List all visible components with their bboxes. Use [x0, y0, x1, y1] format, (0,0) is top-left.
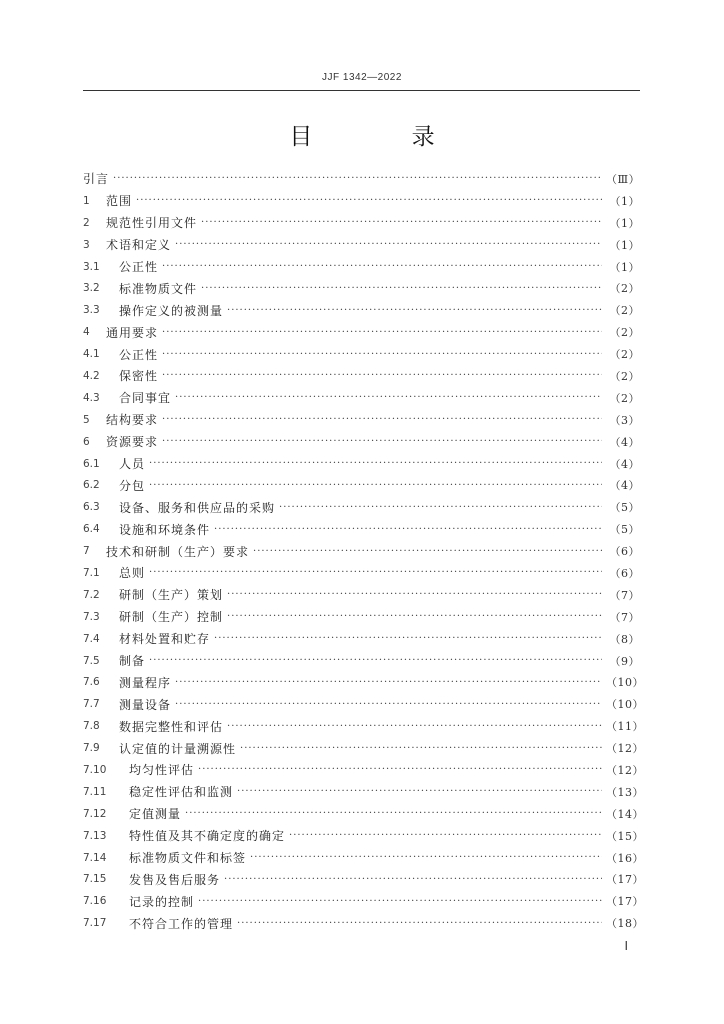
- toc-leader-dots: [253, 546, 602, 557]
- toc-entry-page: （2）: [609, 391, 640, 405]
- toc-entry[interactable]: [83, 496, 640, 518]
- toc-entry-page: （5）: [609, 501, 640, 515]
- toc-entry-number: 4.2: [83, 369, 100, 382]
- toc-leader-dots: [198, 896, 602, 907]
- toc-entry[interactable]: [83, 890, 644, 912]
- toc-entry-label: 总则: [119, 566, 146, 581]
- toc-entry-label: 发售及售后服务: [129, 872, 221, 887]
- toc-entry-page: （12）: [606, 763, 644, 777]
- toc-entry[interactable]: [83, 737, 644, 759]
- toc-entry-number: 7.10: [83, 763, 107, 776]
- toc-entry-number: 6.3: [83, 501, 100, 514]
- toc-entry[interactable]: [83, 387, 640, 409]
- toc-entry-number: 7.13: [83, 829, 107, 842]
- toc-entry-label: 技术和研制（生产）要求: [106, 544, 250, 559]
- toc-entry-page: （Ⅲ）: [606, 172, 641, 186]
- toc-leader-dots: [185, 808, 602, 819]
- toc-entry-number: 1: [83, 194, 90, 207]
- toc-entry-label: 材料处置和贮存: [119, 632, 211, 647]
- toc-leader-dots: [237, 918, 602, 929]
- toc-entry-number: 7.12: [83, 807, 107, 820]
- toc-entry-page: （11）: [606, 720, 644, 734]
- toc-entry[interactable]: [83, 256, 640, 278]
- toc-leader-dots: [227, 611, 602, 622]
- toc-entry-number: 7.7: [83, 698, 100, 711]
- toc-entry-page: （18）: [606, 917, 644, 931]
- toc-leader-dots: [201, 217, 602, 228]
- toc-leader-dots: [214, 524, 602, 535]
- toc-entry-page: （10）: [606, 698, 644, 712]
- toc-leader-dots: [237, 786, 602, 797]
- toc-entry-page: （17）: [606, 895, 644, 909]
- toc-entry[interactable]: [83, 234, 640, 256]
- toc-entry[interactable]: [83, 781, 644, 803]
- toc-entry-page: （14）: [606, 807, 644, 821]
- toc-entry[interactable]: [83, 650, 640, 672]
- toc-entry-label: 通用要求: [106, 325, 159, 340]
- toc-leader-dots: [162, 261, 602, 272]
- toc-entry-number: 6.2: [83, 479, 100, 492]
- toc-entry-page: （1）: [609, 238, 640, 252]
- toc-entry-label: 引言: [83, 172, 110, 187]
- toc-entry-label: 结构要求: [106, 413, 159, 428]
- toc-leader-dots: [175, 699, 602, 710]
- toc-entry-number: 7.4: [83, 632, 100, 645]
- toc-entry-label: 合同事宜: [119, 391, 172, 406]
- toc-entry-number: 3.3: [83, 304, 100, 317]
- toc-leader-dots: [214, 633, 602, 644]
- toc-leader-dots: [149, 567, 602, 578]
- toc-entry[interactable]: [83, 562, 640, 584]
- toc-entry[interactable]: [83, 365, 640, 387]
- toc-entry[interactable]: [83, 518, 640, 540]
- toc-entry-label: 规范性引用文件: [106, 216, 198, 231]
- toc-entry-label: 设备、服务和供应品的采购: [119, 500, 276, 515]
- toc-entry[interactable]: [83, 277, 640, 299]
- toc-entry-label: 数据完整性和评估: [119, 719, 224, 734]
- toc-leader-dots: [162, 327, 602, 338]
- toc-entry-number: 3: [83, 238, 90, 251]
- toc-entry-label: 资源要求: [106, 435, 159, 450]
- toc-entry-page: （6）: [609, 545, 640, 559]
- toc-entry-number: 6.1: [83, 457, 100, 470]
- toc-entry-label: 均匀性评估: [129, 763, 195, 778]
- toc-entry-label: 标准物质文件和标签: [129, 851, 247, 866]
- toc-entry-number: 6.4: [83, 523, 100, 536]
- toc-entry[interactable]: [83, 803, 644, 825]
- toc-entry[interactable]: [83, 190, 640, 212]
- toc-leader-dots: [289, 830, 602, 841]
- toc-entry-page: （7）: [609, 588, 640, 602]
- toc-entry-page: （17）: [606, 873, 644, 887]
- toc-leader-dots: [162, 370, 602, 381]
- toc-entry-label: 定值测量: [129, 807, 182, 822]
- document-code: JJF 1342—2022: [322, 72, 402, 83]
- toc-leader-dots: [149, 480, 602, 491]
- toc-entry-page: （2）: [609, 369, 640, 383]
- toc-leader-dots: [250, 852, 602, 863]
- toc-entry-number: 7.14: [83, 851, 107, 864]
- toc-leader-dots: [149, 655, 602, 666]
- toc-leader-dots: [227, 721, 602, 732]
- toc-entry-number: 7.2: [83, 588, 100, 601]
- toc-entry-label: 设施和环境条件: [119, 522, 211, 537]
- toc-entry-page: （15）: [606, 829, 644, 843]
- toc-entry[interactable]: [83, 540, 640, 562]
- toc-leader-dots: [227, 589, 602, 600]
- toc-entry-label: 人员: [119, 457, 146, 472]
- toc-entry[interactable]: [83, 409, 640, 431]
- toc-entry[interactable]: [83, 847, 644, 869]
- toc-leader-dots: [162, 414, 602, 425]
- toc-entry-label: 术语和定义: [106, 238, 172, 253]
- toc-entry[interactable]: [83, 912, 644, 934]
- toc-entry[interactable]: [83, 474, 640, 496]
- toc-entry-label: 范围: [106, 194, 133, 209]
- toc-entry[interactable]: [83, 168, 640, 190]
- toc-entry-page: （2）: [609, 326, 640, 340]
- toc-leader-dots: [136, 195, 602, 206]
- toc-entry[interactable]: [83, 453, 640, 475]
- toc-entry-page: （2）: [609, 348, 640, 362]
- toc-entry-label: 操作定义的被测量: [119, 303, 224, 318]
- toc-entry[interactable]: [83, 759, 644, 781]
- toc-entry[interactable]: [83, 715, 644, 737]
- toc-entry[interactable]: [83, 584, 640, 606]
- toc-entry-number: 3.2: [83, 282, 100, 295]
- toc-entry[interactable]: [83, 212, 640, 234]
- toc-entry-number: 3.1: [83, 260, 100, 273]
- toc-entry-label: 标准物质文件: [119, 281, 198, 296]
- toc-entry-number: 7.15: [83, 873, 107, 886]
- toc-entry-label: 记录的控制: [129, 894, 195, 909]
- toc-entry-number: 7.6: [83, 676, 100, 689]
- toc-entry-page: （4）: [609, 435, 640, 449]
- toc-entry-page: （8）: [609, 632, 640, 646]
- toc-entry-number: 7: [83, 545, 90, 558]
- toc-entry-label: 公正性: [119, 260, 159, 274]
- toc-entry-page: （13）: [606, 785, 644, 799]
- toc-entry[interactable]: [83, 343, 640, 365]
- toc-entry-number: 2: [83, 216, 90, 229]
- toc-entry-number: 7.16: [83, 895, 107, 908]
- toc-leader-dots: [162, 349, 602, 360]
- toc-entry[interactable]: [83, 825, 644, 847]
- toc-leader-dots: [162, 436, 602, 447]
- toc-leader-dots: [279, 502, 602, 513]
- toc-entry-number: 4: [83, 326, 90, 339]
- toc-leader-dots: [113, 173, 602, 184]
- toc-entry-page: （1）: [609, 260, 640, 274]
- toc-entry-page: （5）: [609, 523, 640, 537]
- toc-entry-label: 测量程序: [119, 675, 172, 690]
- toc-entry-label: 不符合工作的管理: [129, 916, 234, 931]
- toc-entry-page: （12）: [606, 742, 644, 756]
- toc-entry-label: 制备: [119, 654, 146, 669]
- toc-leader-dots: [224, 874, 602, 885]
- toc-entry-page: （6）: [609, 566, 640, 580]
- toc-entry-number: 7.8: [83, 720, 100, 733]
- page-title: 目 录: [289, 124, 481, 150]
- toc-leader-dots: [175, 677, 602, 688]
- toc-entry-number: 6: [83, 435, 90, 448]
- toc-entry-number: 7.1: [83, 566, 100, 579]
- toc-entry-label: 分包: [119, 478, 146, 493]
- toc-entry-label: 公正性: [119, 347, 159, 362]
- toc-entry[interactable]: [83, 431, 640, 453]
- toc-entry-label: 研制（生产）策划: [119, 588, 224, 603]
- toc-entry-number: 5: [83, 413, 90, 426]
- toc-entry-page: （2）: [609, 304, 640, 318]
- toc-entry-page: （2）: [609, 282, 640, 296]
- toc-leader-dots: [240, 743, 602, 754]
- toc-entry[interactable]: [83, 628, 640, 650]
- table-of-contents: [83, 168, 644, 934]
- toc-entry-number: 7.3: [83, 610, 100, 623]
- page-number: I: [624, 939, 628, 953]
- toc-entry-page: （4）: [609, 479, 640, 493]
- toc-entry-label: 认定值的计量溯源性: [119, 741, 237, 756]
- toc-entry[interactable]: [83, 671, 644, 693]
- toc-leader-dots: [149, 458, 602, 469]
- toc-entry-number: 4.3: [83, 391, 100, 404]
- toc-entry[interactable]: [83, 869, 644, 891]
- toc-entry-page: （1）: [609, 194, 640, 208]
- toc-entry[interactable]: [83, 321, 640, 343]
- toc-entry-page: （10）: [606, 676, 644, 690]
- toc-entry-page: （4）: [609, 457, 640, 471]
- toc-entry-label: 研制（生产）控制: [119, 610, 224, 625]
- toc-entry-page: （1）: [609, 216, 640, 230]
- toc-entry-page: （16）: [606, 851, 644, 865]
- toc-entry-page: （7）: [609, 610, 640, 624]
- toc-entry[interactable]: [83, 693, 644, 715]
- toc-leader-dots: [198, 764, 602, 775]
- toc-entry-number: 7.11: [83, 785, 107, 798]
- toc-entry-page: （3）: [609, 413, 640, 427]
- toc-entry-label: 测量设备: [119, 697, 172, 712]
- toc-entry-label: 稳定性评估和监测: [129, 785, 234, 800]
- toc-entry[interactable]: [83, 606, 640, 628]
- toc-entry-number: 7.5: [83, 654, 100, 667]
- header-rule: [83, 90, 640, 91]
- toc-entry-number: 7.17: [83, 917, 107, 930]
- toc-leader-dots: [201, 283, 602, 294]
- toc-entry-number: 7.9: [83, 742, 100, 755]
- toc-leader-dots: [175, 239, 602, 250]
- toc-leader-dots: [175, 392, 602, 403]
- toc-entry[interactable]: [83, 299, 640, 321]
- toc-entry-label: 特性值及其不确定度的确定: [129, 829, 286, 844]
- toc-entry-page: （9）: [609, 654, 640, 668]
- toc-leader-dots: [227, 305, 602, 316]
- toc-entry-label: 保密性: [119, 369, 159, 384]
- toc-entry-number: 4.1: [83, 348, 100, 361]
